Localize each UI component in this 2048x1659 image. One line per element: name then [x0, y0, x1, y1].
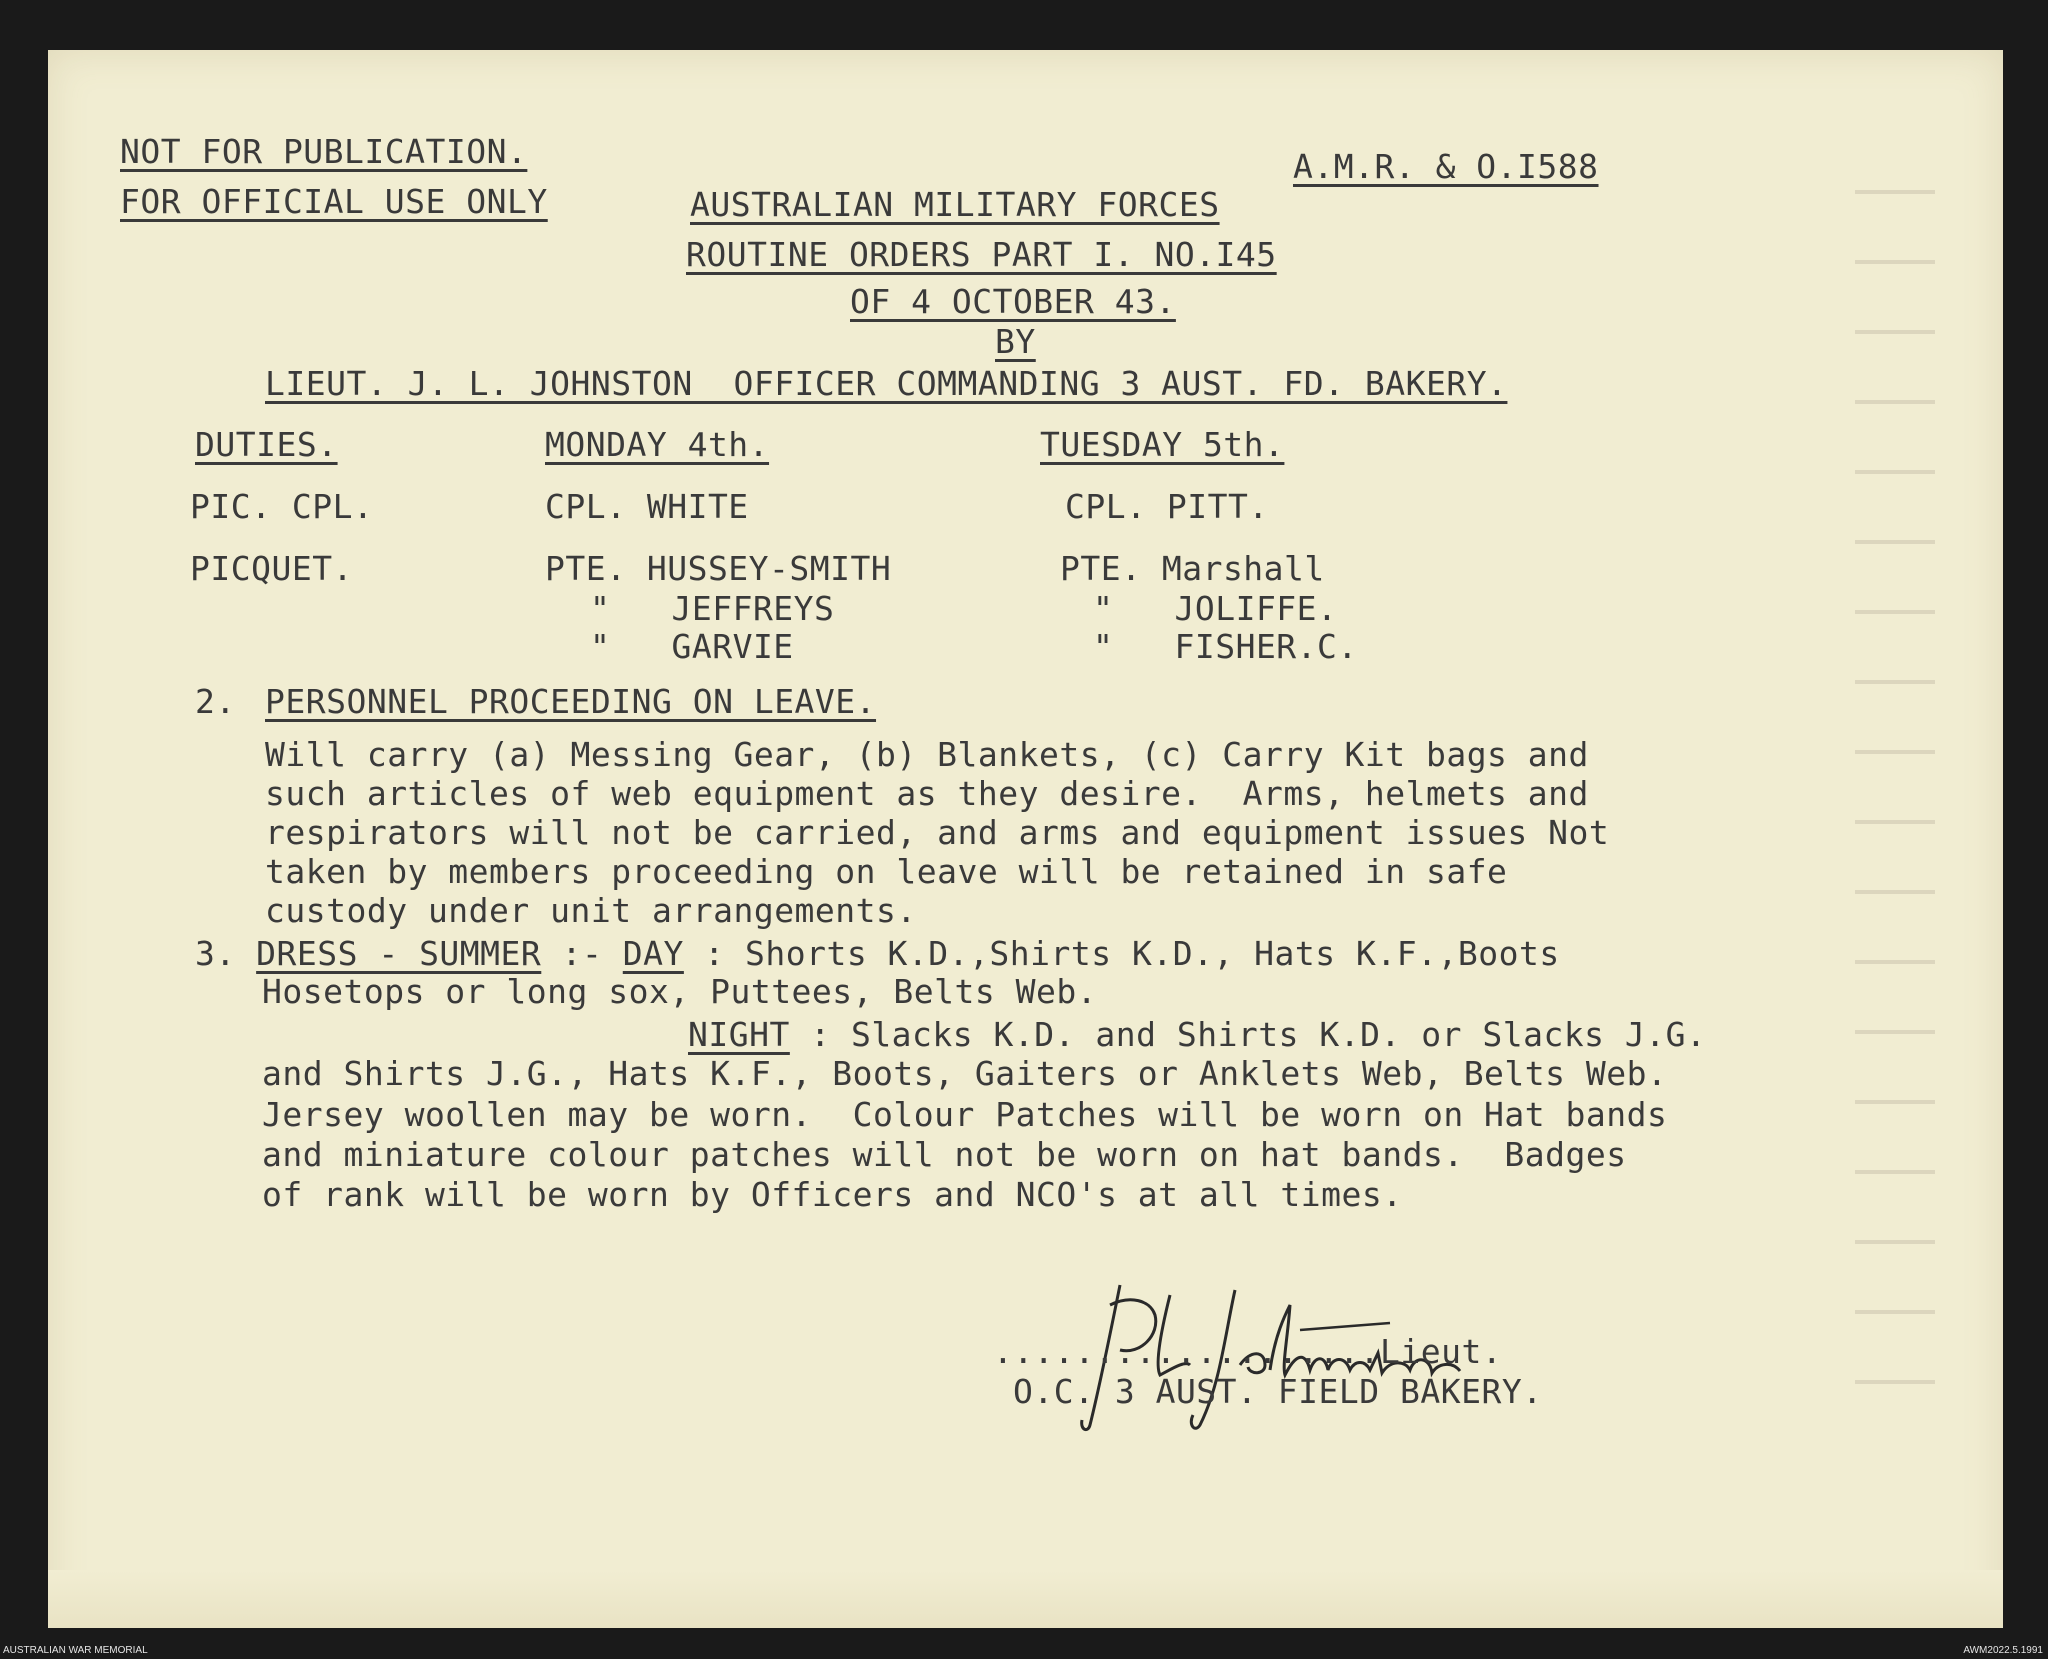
footer-source: AUSTRALIAN WAR MEMORIAL [3, 1645, 148, 1656]
duty-picquet: PICQUET. [190, 549, 353, 588]
item-2-number: 2. [195, 682, 236, 721]
reverse-side-bleed-through [1855, 160, 1935, 1410]
tuesday-picquet-1: PTE. Marshall [1060, 549, 1325, 588]
tuesday-pic-cpl: CPL. PITT. [1065, 487, 1269, 526]
night-row [688, 1015, 1707, 1054]
item-2-line: custody under unit arrangements. [265, 891, 917, 930]
title-date: OF 4 OCTOBER 43. [850, 282, 1176, 321]
item-2-line: Will carry (a) Messing Gear, (b) Blankets, (c) Carry Kit bags and [265, 735, 1589, 774]
monday-pic-cpl: CPL. WHITE [545, 487, 749, 526]
item-3-line: and miniature colour patches will not be worn on hat bands. Badges [262, 1135, 1627, 1174]
item-3-row [195, 934, 1560, 973]
item-3-heading: DRESS - SUMMER [256, 934, 542, 973]
duties-header: DUTIES. [195, 425, 338, 464]
tuesday-picquet-2: " JOLIFFE. [1093, 589, 1338, 628]
day-line-2: Hosetops or long sox, Puttees, Belts Web. [262, 972, 1098, 1011]
night-text: : Slacks K.D. and Shirts K.D. or Slacks J.G. [789, 1015, 1707, 1054]
title-routine-orders: ROUTINE ORDERS PART I. NO.I45 [686, 235, 1277, 274]
not-for-publication: NOT FOR PUBLICATION. [120, 132, 528, 171]
duty-pic-cpl: PIC. CPL. [190, 487, 374, 526]
tuesday-picquet-3: " FISHER.C. [1093, 627, 1358, 666]
signature-line: ...................Lieut. [993, 1332, 1503, 1371]
item-3-separator: :- [541, 934, 623, 973]
monday-picquet-1: PTE. HUSSEY-SMITH [545, 549, 892, 588]
monday-picquet-2: " JEFFREYS [590, 589, 835, 628]
footer-accession: AWM2022.5.1991 [1963, 1645, 2043, 1656]
item-2-line: taken by members proceeding on leave will be retained in safe [265, 852, 1508, 891]
item-3-line: of rank will be worn by Officers and NCO's at all times. [262, 1175, 1403, 1214]
item-3-number: 3. [195, 934, 236, 973]
monday-header: MONDAY 4th. [545, 425, 770, 464]
official-use-only: FOR OFFICIAL USE ONLY [120, 182, 548, 221]
signature-unit: O.C. 3 AUST. FIELD BAKERY. [1013, 1372, 1543, 1411]
title-officer: LIEUT. J. L. JOHNSTON OFFICER COMMANDING 3 AUST. FD. BAKERY. [265, 364, 1508, 403]
item-2-heading: PERSONNEL PROCEEDING ON LEAVE. [265, 682, 877, 721]
tuesday-header: TUESDAY 5th. [1040, 425, 1285, 464]
item-2-line: respirators will not be carried, and arms and equipment issues Not [265, 813, 1610, 852]
item-2-line: such articles of web equipment as they desire. Arms, helmets and [265, 774, 1589, 813]
title-forces: AUSTRALIAN MILITARY FORCES [690, 185, 1220, 224]
paper-bottom-edge [48, 1570, 2003, 1628]
item-3-line: and Shirts J.G., Hats K.F., Boots, Gaiters or Anklets Web, Belts Web. [262, 1054, 1668, 1093]
day-text: : Shorts K.D.,Shirts K.D., Hats K.F.,Boots [683, 934, 1560, 973]
day-label: DAY [622, 934, 684, 973]
title-by: BY [995, 322, 1036, 361]
item-3-line: Jersey woollen may be worn. Colour Patches will be worn on Hat bands [262, 1095, 1668, 1134]
night-label: NIGHT [688, 1015, 790, 1054]
monday-picquet-3: " GARVIE [590, 627, 794, 666]
reference-number: A.M.R. & O.I588 [1293, 147, 1599, 186]
